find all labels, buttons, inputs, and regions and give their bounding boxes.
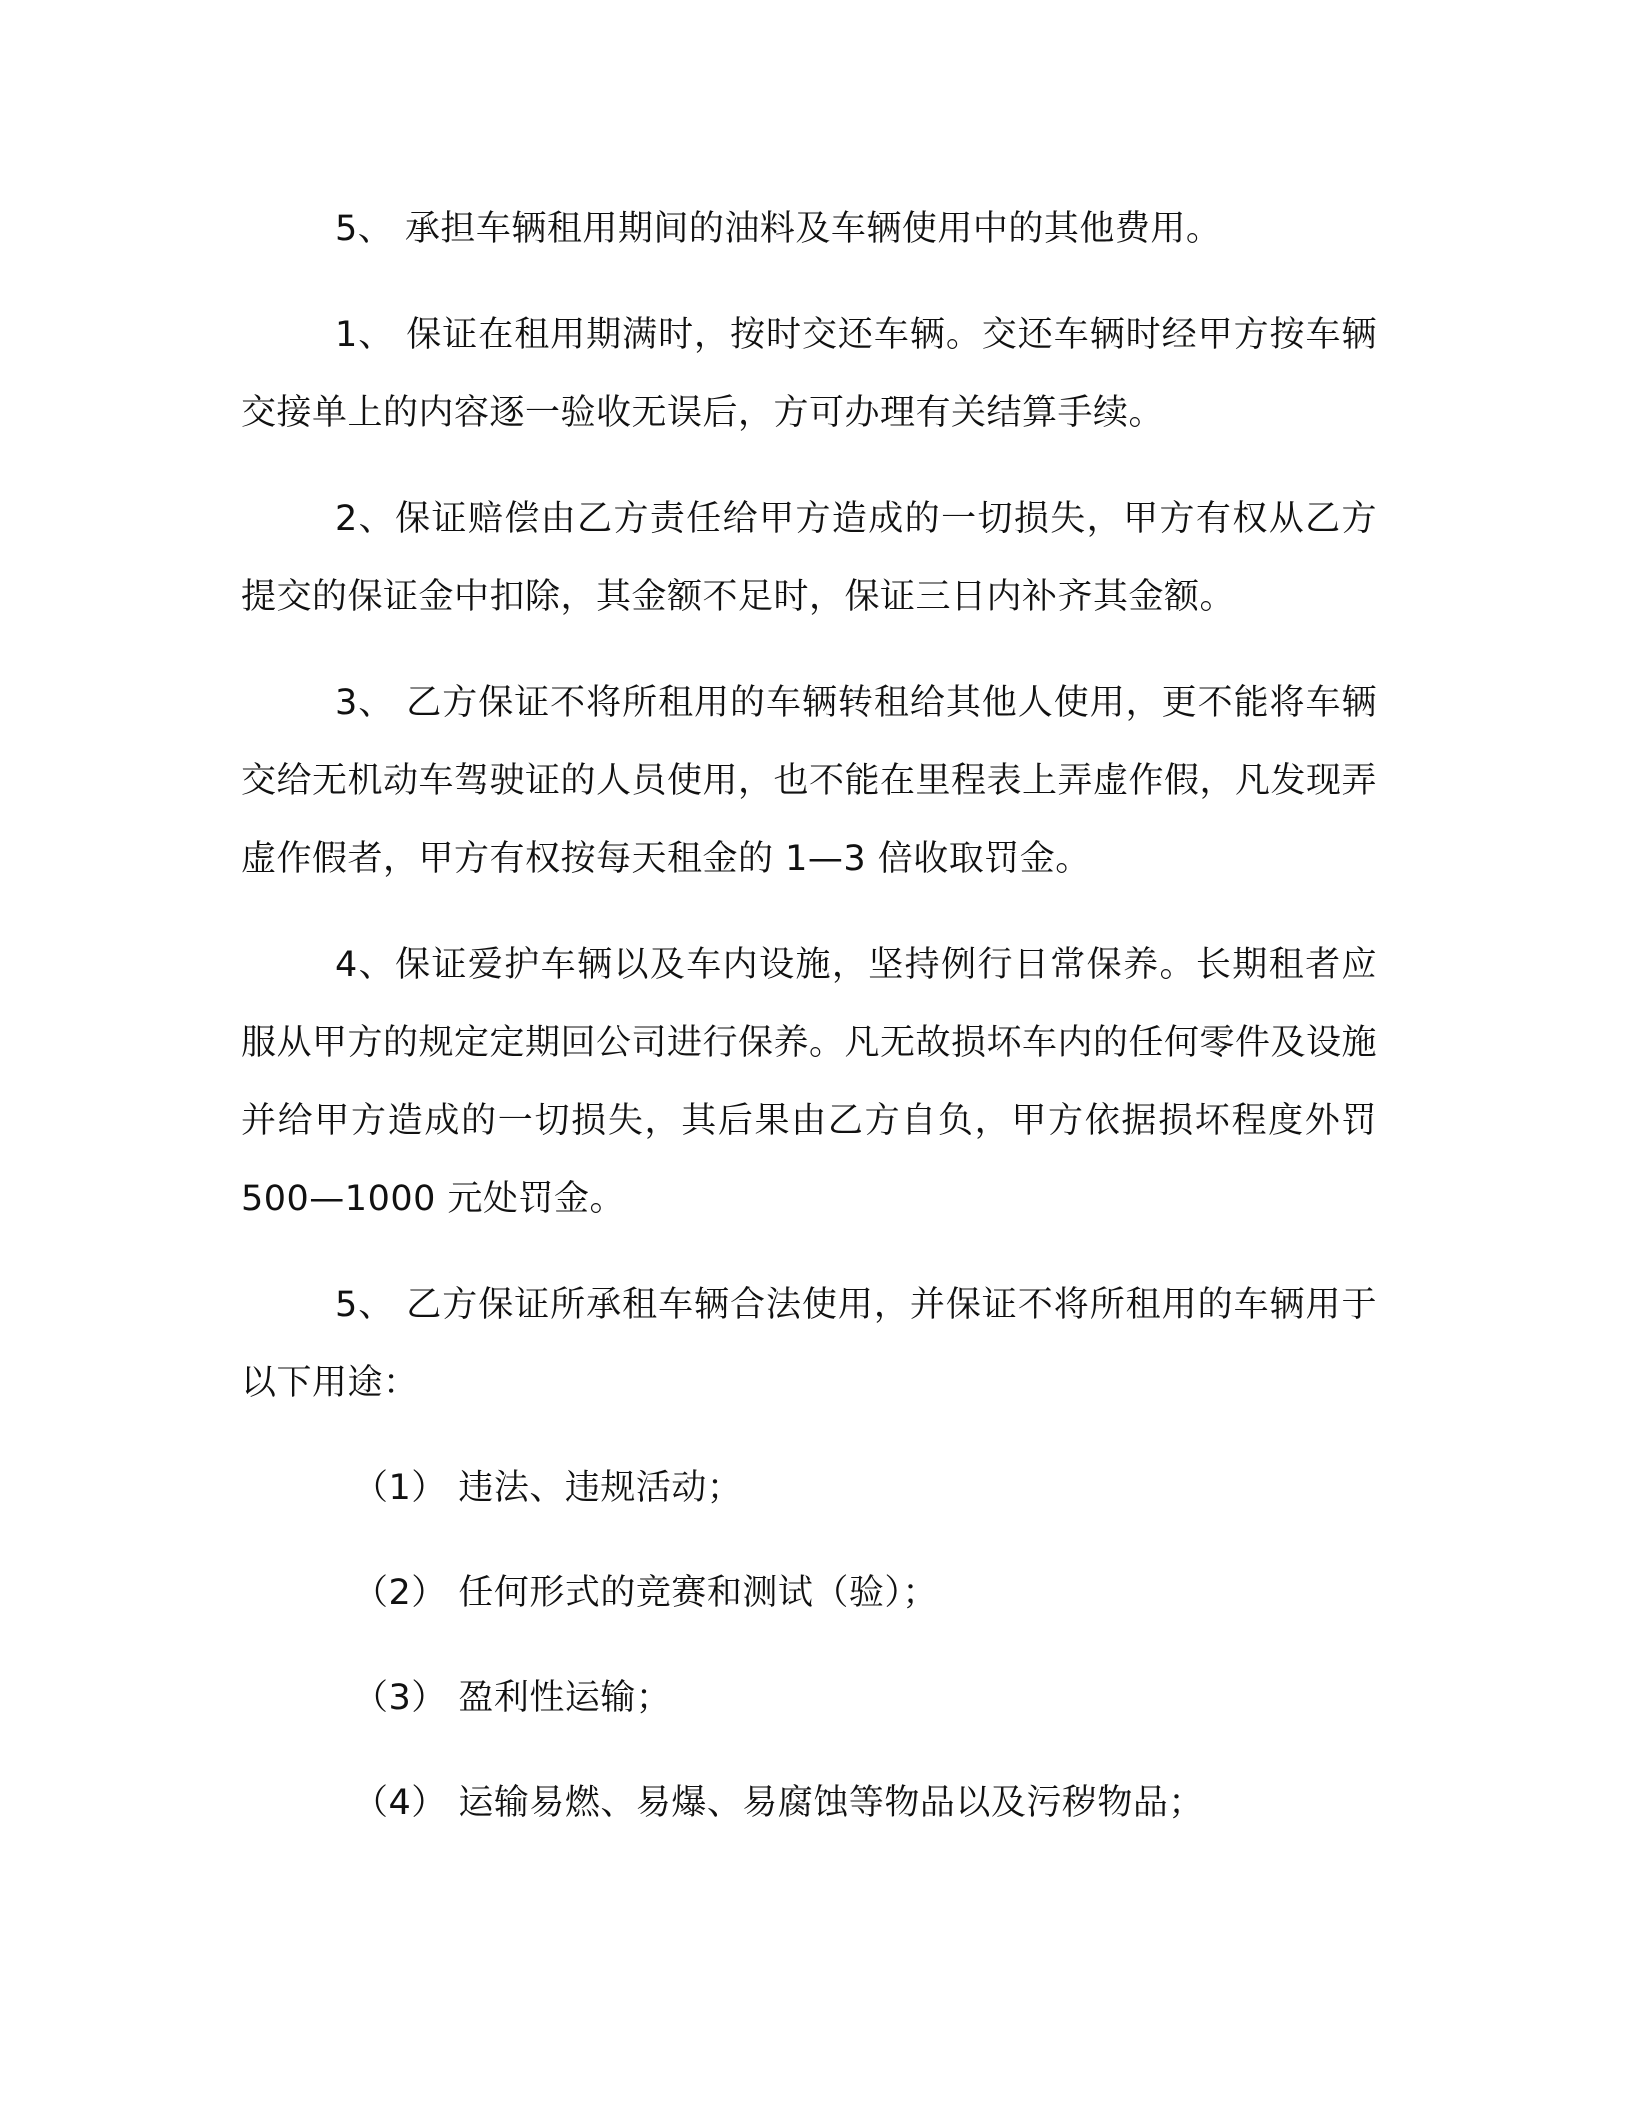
clause-paragraph: 4、保证爱护车辆以及车内设施，坚持例行日常保养。长期租者应服从甲方的规定定期回公司进行保养。凡无故损坏车内的任何零件及设施并给甲方造成的一切损失，其后果由乙方自负，甲方依据损坏程度外罚 500—1000 元处罚金。 <box>241 945 1378 1219</box>
clause-paragraph: 1、 保证在租用期满时，按时交还车辆。交还车辆时经甲方按车辆交接单上的内容逐一验收无误后，方可办理有关结算手续。 <box>241 315 1377 433</box>
clause-paragraph: 5、 乙方保证所承租车辆合法使用，并保证不将所租用的车辆用于以下用途： <box>241 1285 1377 1403</box>
list-item: （3） 盈利性运输； <box>353 1678 672 1718</box>
list-item: （2） 任何形式的竞赛和测试（验）； <box>353 1573 938 1613</box>
clause-paragraph: 3、 乙方保证不将所租用的车辆转租给其他人使用，更不能将车辆交给无机动车驾驶证的人员使用，也不能在里程表上弄虚作假，凡发现弄虚作假者，甲方有权按每天租金的 1—3 倍收取罚金。 <box>241 683 1378 879</box>
list-item: （4） 运输易燃、易爆、易腐蚀等物品以及污秽物品； <box>353 1783 1204 1823</box>
clause-paragraph: 2、保证赔偿由乙方责任给甲方造成的一切损失，甲方有权从乙方提交的保证金中扣除，其金额不足时，保证三日内补齐其金额。 <box>241 499 1377 617</box>
clause-paragraph: 5、 承担车辆租用期间的油料及车辆使用中的其他费用。 <box>335 209 1222 249</box>
list-item: （1） 违法、违规活动； <box>353 1468 743 1508</box>
document-body <box>241 190 1377 1842</box>
